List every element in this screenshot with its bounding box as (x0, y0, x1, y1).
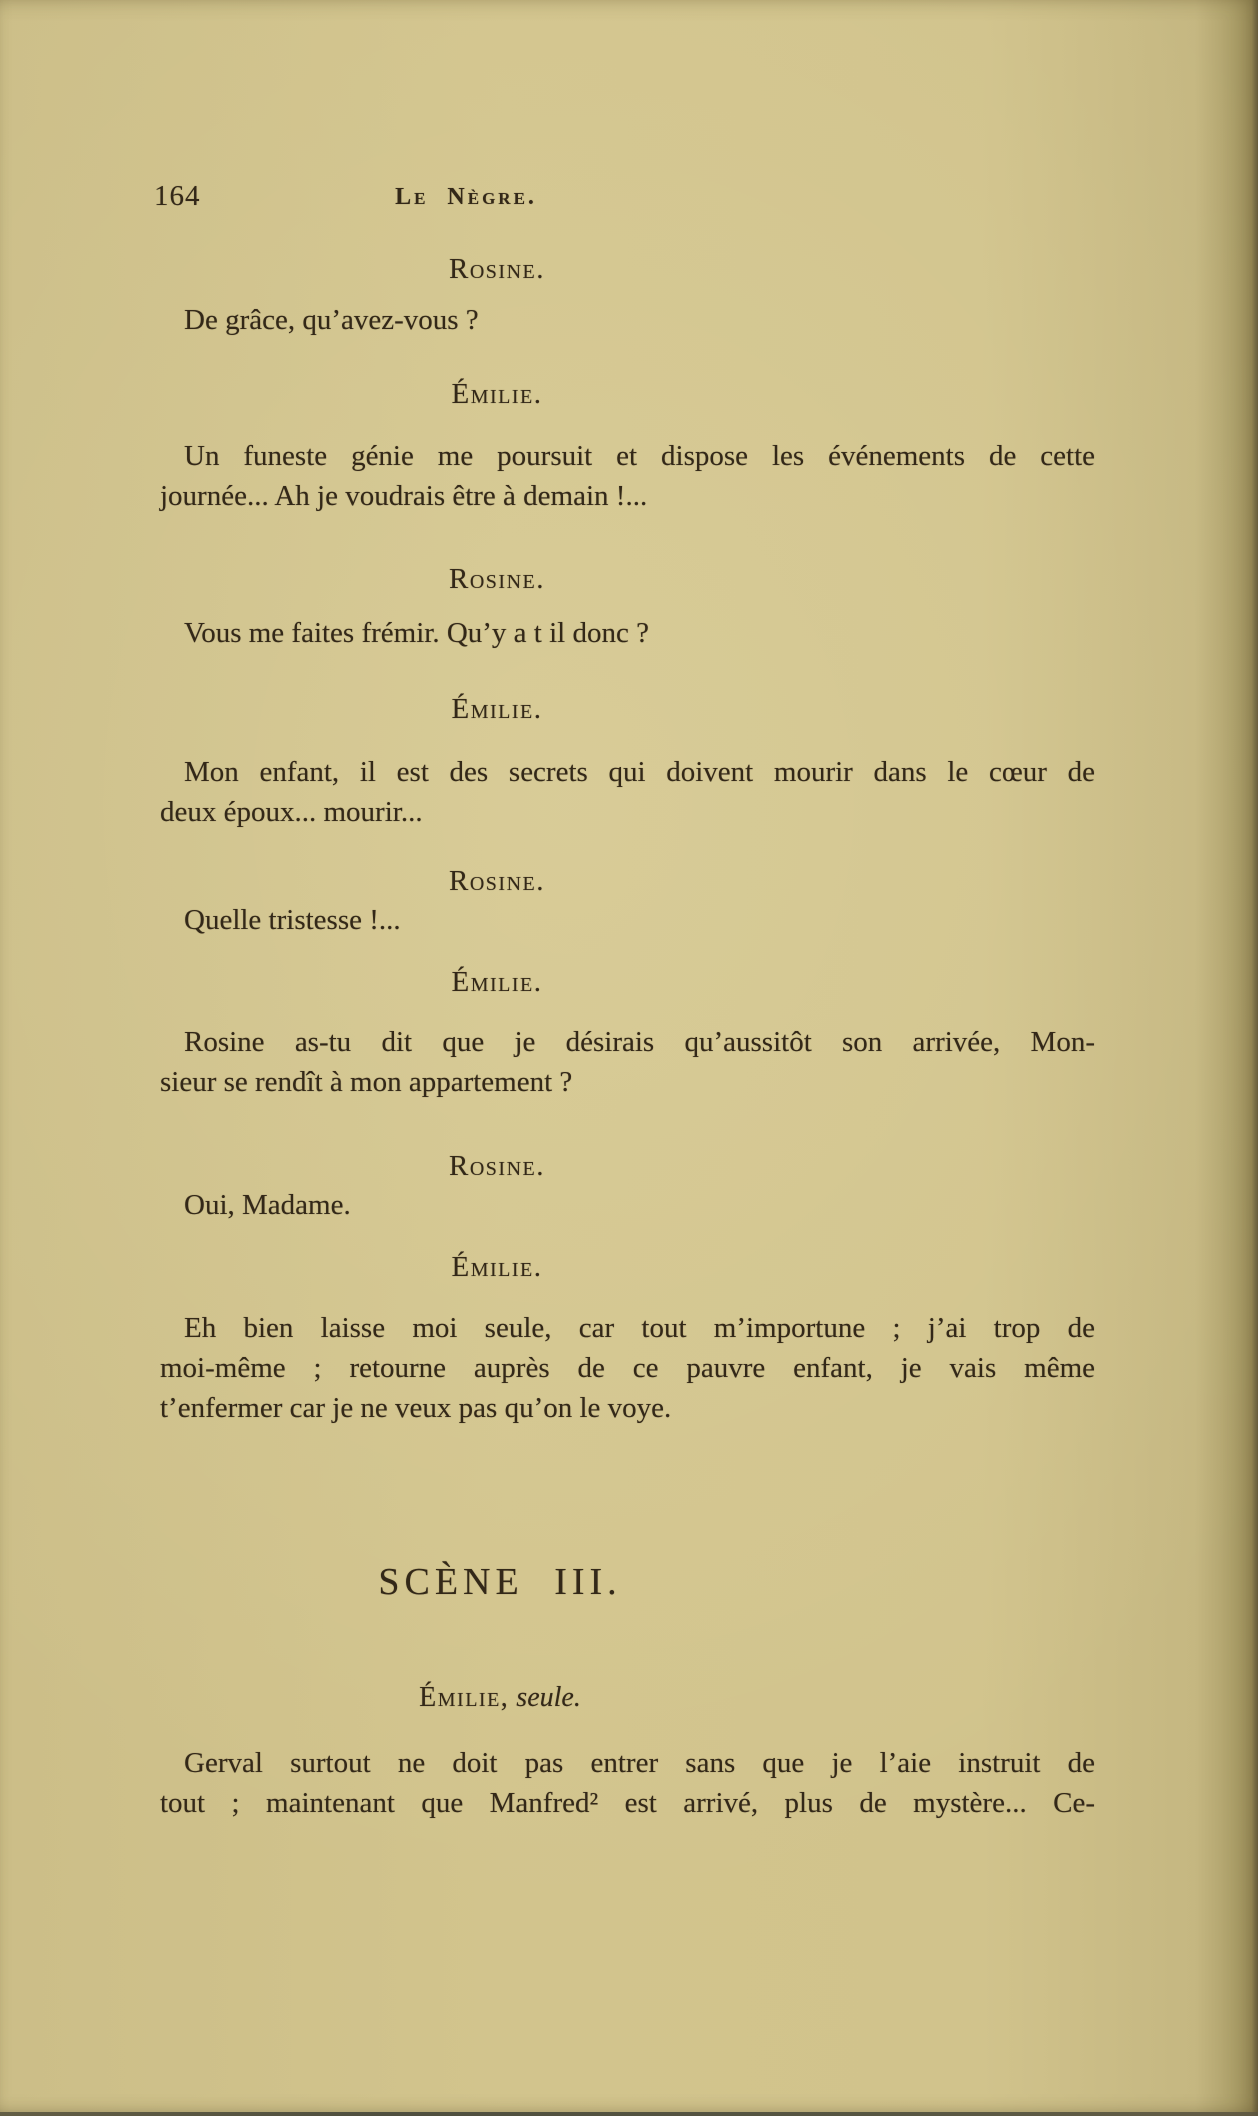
running-title: Le Nègre. (395, 184, 537, 210)
speech (160, 613, 1095, 653)
speech (160, 1022, 1095, 1102)
scene-heading: SCÈNE III. (378, 1561, 622, 1603)
speech (160, 752, 1095, 832)
speech (160, 300, 1095, 340)
speech-line: sieur se rendît à mon appartement ? (160, 1066, 573, 1098)
speech-line: moi-même ; retourne auprès de ce pauvre enfant, je vais même (160, 1352, 1095, 1384)
speech-line: Un funeste génie me poursuit et dispose les événements de cette (184, 440, 1095, 472)
speech (160, 900, 1095, 940)
speech-line: tout ; maintenant que Manfred² est arrivé, plus de mystère... Ce- (160, 1787, 1095, 1819)
speech-line: deux époux... mourir... (160, 796, 423, 828)
cast-stage-direction: seule. (516, 1682, 581, 1713)
speaker-heading: Rosine. (449, 253, 545, 285)
speech-line: journée... Ah je voudrais être à demain !... (160, 480, 648, 512)
speaker-heading: Émilie. (451, 1251, 543, 1283)
speech-line: Vous me faites frémir. Qu’y a t il donc ? (184, 617, 649, 649)
page-number: 164 (154, 180, 201, 212)
speech (160, 1743, 1095, 1823)
speech (160, 436, 1095, 516)
speech-line: Oui, Madame. (184, 1189, 351, 1221)
speaker-heading: Émilie. (451, 966, 543, 998)
speech-line: Mon enfant, il est des secrets qui doivent mourir dans le cœur de (184, 756, 1095, 788)
speaker-heading: Rosine. (449, 1150, 545, 1182)
speech-line: Eh bien laisse moi seule, car tout m’importune ; j’ai trop de (184, 1312, 1095, 1344)
speaker-heading: Émilie. (451, 378, 543, 410)
speaker-heading: Rosine. (449, 563, 545, 595)
scene-cast-line (419, 1682, 581, 1714)
speech (160, 1185, 1095, 1225)
speaker-heading: Émilie. (451, 693, 543, 725)
speech-line: De grâce, qu’avez-vous ? (184, 304, 479, 336)
speech-line: t’enfermer car je ne veux pas qu’on le voye. (160, 1392, 672, 1424)
cast-character-name: Émilie, (419, 1682, 510, 1713)
speech-line: Gerval surtout ne doit pas entrer sans que je l’aie instruit de (184, 1747, 1095, 1779)
speech-line: Quelle tristesse !... (184, 904, 401, 936)
speech (160, 1308, 1095, 1428)
speaker-heading: Rosine. (449, 865, 545, 897)
speech-line: Rosine as-tu dit que je désirais qu’aussitôt son arrivée, Mon- (184, 1026, 1095, 1058)
